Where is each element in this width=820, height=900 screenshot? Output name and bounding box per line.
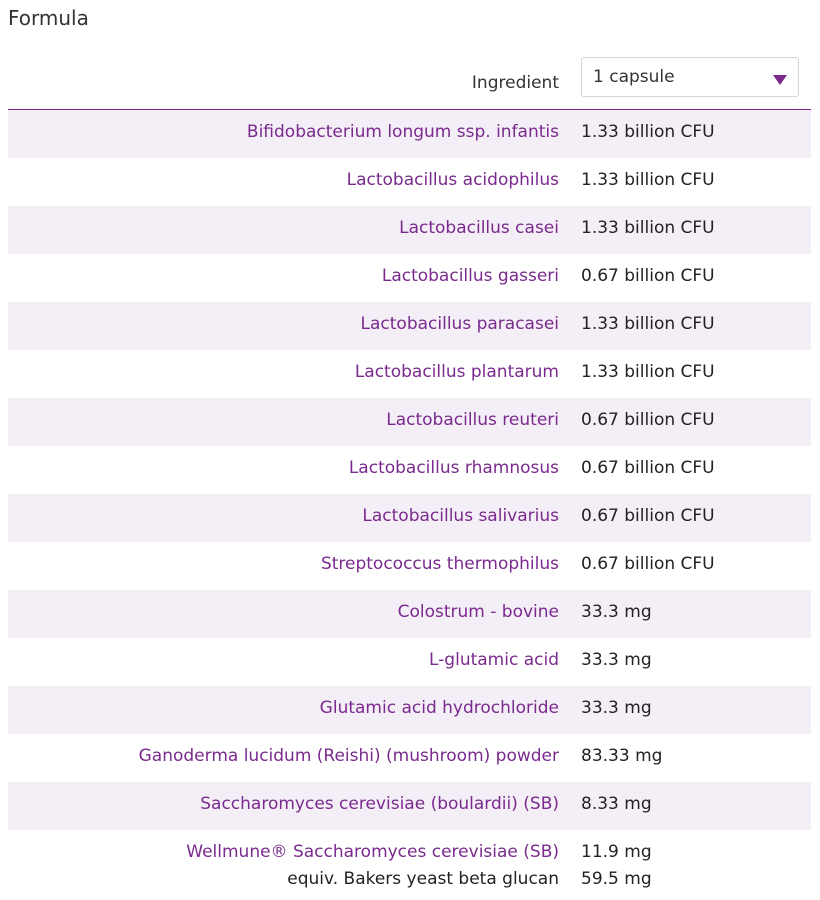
ingredient-amount: 0.67 billion CFU bbox=[581, 554, 715, 574]
table-row bbox=[8, 830, 811, 900]
ingredient-amount: 0.67 billion CFU bbox=[581, 506, 715, 526]
ingredient-link[interactable]: Lactobacillus gasseri bbox=[381, 266, 559, 286]
ingredient-link[interactable]: Lactobacillus acidophilus bbox=[346, 170, 559, 190]
triangle-down-icon bbox=[773, 75, 787, 85]
serving-size-select[interactable] bbox=[581, 57, 799, 97]
table-row bbox=[8, 446, 811, 494]
table-header bbox=[8, 57, 811, 110]
ingredient-equivalent-label: equiv. Bakers yeast beta glucan bbox=[287, 869, 559, 889]
ingredient-link[interactable]: Ganoderma lucidum (Reishi) (mushroom) powder bbox=[138, 746, 559, 766]
ingredient-link[interactable]: Lactobacillus reuteri bbox=[386, 410, 559, 430]
table-row bbox=[8, 686, 811, 734]
ingredient-link[interactable]: Wellmune® Saccharomyces cerevisiae (SB) bbox=[186, 842, 559, 862]
ingredient-link[interactable]: Lactobacillus casei bbox=[399, 218, 559, 238]
ingredient-equivalent-amount: 59.5 mg bbox=[581, 869, 652, 889]
table-row bbox=[8, 638, 811, 686]
ingredient-amount: 1.33 billion CFU bbox=[581, 218, 715, 238]
ingredient-link[interactable]: Lactobacillus paracasei bbox=[360, 314, 559, 334]
ingredient-link[interactable]: Lactobacillus salivarius bbox=[362, 506, 559, 526]
ingredient-amount: 33.3 mg bbox=[581, 602, 652, 622]
ingredient-link[interactable]: Bifidobacterium longum ssp. infantis bbox=[246, 122, 559, 142]
ingredient-amount: 0.67 billion CFU bbox=[581, 266, 715, 286]
ingredient-amount: 1.33 billion CFU bbox=[581, 170, 715, 190]
table-row bbox=[8, 734, 811, 782]
ingredient-amount: 83.33 mg bbox=[581, 746, 663, 766]
table-row bbox=[8, 542, 811, 590]
table-row bbox=[8, 206, 811, 254]
table-row bbox=[8, 398, 811, 446]
ingredient-link[interactable]: L-glutamic acid bbox=[429, 650, 559, 670]
ingredient-amount: 1.33 billion CFU bbox=[581, 362, 715, 382]
ingredient-amount: 0.67 billion CFU bbox=[581, 458, 715, 478]
table-row bbox=[8, 350, 811, 398]
ingredient-table bbox=[8, 110, 811, 900]
table-row bbox=[8, 782, 811, 830]
section-title: Formula bbox=[8, 6, 89, 30]
table-row bbox=[8, 302, 811, 350]
ingredient-link[interactable]: Lactobacillus rhamnosus bbox=[348, 458, 559, 478]
ingredient-amount: 0.67 billion CFU bbox=[581, 410, 715, 430]
ingredient-link[interactable]: Glutamic acid hydrochloride bbox=[319, 698, 559, 718]
ingredient-link[interactable]: Saccharomyces cerevisiae (boulardii) (SB) bbox=[200, 794, 559, 814]
ingredient-amount: 11.9 mg bbox=[581, 842, 652, 862]
table-row bbox=[8, 158, 811, 206]
ingredient-link[interactable]: Colostrum - bovine bbox=[397, 602, 559, 622]
table-row bbox=[8, 254, 811, 302]
ingredient-amount: 33.3 mg bbox=[581, 650, 652, 670]
serving-size-value: 1 capsule bbox=[593, 67, 675, 87]
ingredient-link[interactable]: Streptococcus thermophilus bbox=[320, 554, 559, 574]
ingredient-amount: 8.33 mg bbox=[581, 794, 652, 814]
table-row bbox=[8, 590, 811, 638]
table-row bbox=[8, 494, 811, 542]
ingredient-link[interactable]: Lactobacillus plantarum bbox=[354, 362, 559, 382]
ingredient-amount: 1.33 billion CFU bbox=[581, 122, 715, 142]
table-row bbox=[8, 110, 811, 158]
ingredient-amount: 33.3 mg bbox=[581, 698, 652, 718]
ingredient-amount: 1.33 billion CFU bbox=[581, 314, 715, 334]
ingredient-column-header: Ingredient bbox=[471, 73, 559, 93]
